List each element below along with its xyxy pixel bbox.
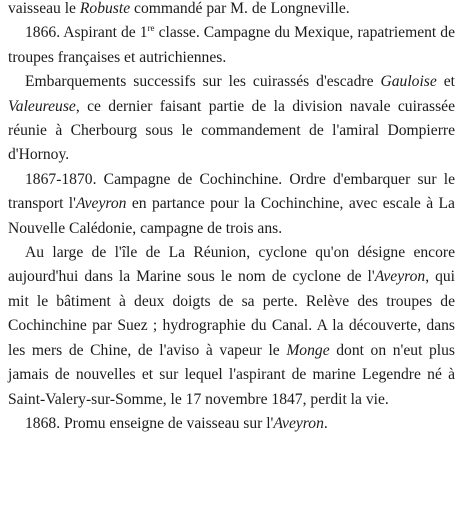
text-run: et <box>436 73 455 91</box>
text-run: vaisseau le <box>8 0 80 17</box>
ship-name-robuste: Robuste <box>79 0 131 17</box>
text-run: Au large de l'île de La Réunion, cyclone qu'on désigne encore aujourd'hui dans la Marine sous le nom de cyclone de l' <box>8 244 455 286</box>
text-run: 1867-1870. Campagne de Cochinchine. Ordre d'embarquer sur le transport l' <box>8 170 455 213</box>
text-run: 1868. Promu enseigne de vaisseau sur l' <box>25 414 274 432</box>
text-run: classe. Campagne du Mexique, rapatriement de troupes françaises et autrichiennes. <box>8 24 455 66</box>
ship-name-aveyron: Aveyron <box>374 268 426 286</box>
ordinal-superscript: re <box>147 23 155 34</box>
paragraph-1 <box>8 0 455 21</box>
text-run: dont on n'eut plus jamais de nouvelles et sur lequel l'aspirant de marine Legendre né à Saint-Valery-sur-Somme, le 17 novembre 1847, perdit la vie. <box>8 341 456 408</box>
text-run: 1866. Aspirant de 1 <box>25 24 148 42</box>
ship-name-monge: Monge <box>286 341 330 359</box>
ship-name-valeureuse: Valeureuse <box>8 97 76 115</box>
ship-name-aveyron: Aveyron <box>75 195 127 213</box>
paragraph-1867-1870 <box>8 168 455 241</box>
text-run: commandé par M. de Longneville. <box>130 0 350 17</box>
text-run: , qui mit le bâtiment à deux doigts de sa perte. Relève des troupes de Cochinchine par Suez ; hydrographie du Canal. A la découverte, dans les mers de Chine, de l'aviso à vapeur le <box>8 268 455 359</box>
paragraph-reunion-cyclone <box>8 241 455 412</box>
paragraph-embarquements <box>8 70 455 168</box>
paragraph-1866-aspirant <box>8 21 455 70</box>
ship-name-gauloise: Gauloise <box>380 73 437 91</box>
text-run: Embarquements successifs sur les cuirassés d'escadre <box>25 73 381 91</box>
text-run: , ce dernier faisant partie de la division navale cuirassée réunie à Cherbourg sous le commandement de l'amiral Dompierre d'Hornoy. <box>8 97 455 164</box>
text-run: . <box>323 414 328 432</box>
ship-name-aveyron: Aveyron <box>273 414 324 432</box>
text-run: en partance pour la Cochinchine, avec escale à La Nouvelle Calédonie, campagne de trois ans. <box>8 195 455 237</box>
paragraph-1868-enseigne <box>8 412 455 436</box>
